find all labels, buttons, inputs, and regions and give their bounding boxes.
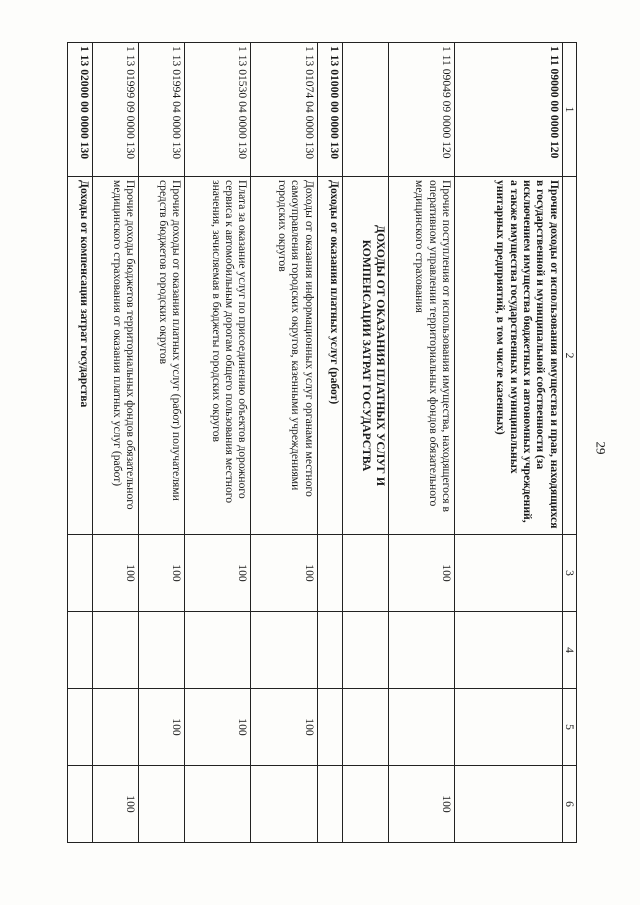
revenue-name-cell: Прочие доходы от использования имущества и прав, находящихся в государственной и муниципальной собственности (за исключением имущества бюджетных и автономных учреждений, а также имущества государственных и муниципальных унитарных предприятий, в том числе казенных) <box>455 177 563 535</box>
revenue-code-cell: 1 13 01074 04 0000 130 <box>251 43 317 177</box>
normative-value-cell <box>455 535 563 612</box>
normative-value-cell <box>317 535 342 612</box>
normative-value-cell <box>455 766 563 843</box>
revenue-code-cell: 1 13 01999 09 0000 130 <box>93 43 139 177</box>
normative-value-cell <box>68 535 93 612</box>
normative-value-cell <box>317 766 342 843</box>
column-header: 2 <box>562 177 576 535</box>
revenue-name-cell: Доходы от оказания информационных услуг органами местного самоуправления городских округов, казенными учреждениями городских округов <box>251 177 317 535</box>
table-row <box>184 43 250 843</box>
normative-value-cell <box>342 535 388 612</box>
normative-value-cell <box>342 766 388 843</box>
normative-value-cell: 100 <box>139 689 185 766</box>
revenue-table-body <box>68 43 577 843</box>
revenue-table <box>67 42 577 843</box>
normative-value-cell: 100 <box>93 535 139 612</box>
revenue-name-cell: Доходы от компенсации затрат государства <box>68 177 93 535</box>
column-header: 1 <box>562 43 576 177</box>
revenue-code-cell: 1 13 01994 04 0000 130 <box>139 43 185 177</box>
table-row <box>93 43 139 843</box>
rotated-page-content <box>67 42 577 842</box>
normative-value-cell: 100 <box>139 535 185 612</box>
revenue-name-cell: Прочие доходы бюджетов территориальных фондов обязательного медицинского страхования от оказания платных услуг (работ) <box>93 177 139 535</box>
normative-value-cell <box>317 689 342 766</box>
normative-value-cell <box>184 612 250 689</box>
revenue-name-cell: Плата за оказание услуг по присоединению объектов дорожного сервиса к автомобильным дорогам общего пользования местного значения, зачисляемая в бюджеты городских округов <box>184 177 250 535</box>
normative-value-cell <box>251 766 317 843</box>
revenue-code-cell: 1 11 09049 09 0000 120 <box>388 43 454 177</box>
page-number: 29 <box>593 441 609 455</box>
normative-value-cell <box>68 612 93 689</box>
revenue-name-cell: Прочие доходы от оказания платных услуг (работ) получателями средств бюджетов городских округов <box>139 177 185 535</box>
table-row <box>455 43 563 843</box>
revenue-code-cell: 1 11 09000 00 0000 120 <box>455 43 563 177</box>
column-number-row <box>562 43 576 843</box>
column-header: 3 <box>562 535 576 612</box>
normative-value-cell <box>139 766 185 843</box>
normative-value-cell: 100 <box>251 689 317 766</box>
normative-value-cell <box>184 766 250 843</box>
normative-value-cell <box>388 689 454 766</box>
normative-value-cell <box>455 689 563 766</box>
revenue-code-cell: 1 13 01530 04 0000 130 <box>184 43 250 177</box>
revenue-name-cell: Прочие поступления от использования имущества, находящегося в оперативном управлении территориальных фондов обязательного медицинского страхования <box>388 177 454 535</box>
table-row <box>139 43 185 843</box>
normative-value-cell <box>317 612 342 689</box>
normative-value-cell <box>251 612 317 689</box>
normative-value-cell <box>342 689 388 766</box>
table-row <box>251 43 317 843</box>
normative-value-cell <box>388 612 454 689</box>
normative-value-cell <box>93 689 139 766</box>
section-heading-row <box>342 43 388 843</box>
column-header: 6 <box>562 766 576 843</box>
column-header: 4 <box>562 612 576 689</box>
revenue-code-cell <box>342 43 388 177</box>
normative-value-cell: 100 <box>184 689 250 766</box>
normative-value-cell: 100 <box>93 766 139 843</box>
revenue-code-cell: 1 13 01000 00 0000 130 <box>317 43 342 177</box>
normative-value-cell: 100 <box>184 535 250 612</box>
revenue-name-cell: ДОХОДЫ ОТ ОКАЗАНИЯ ПЛАТНЫХ УСЛУГ И КОМПЕНСАЦИИ ЗАТРАТ ГОСУДАРСТВА <box>342 177 388 535</box>
table-row <box>68 43 93 843</box>
normative-value-cell <box>139 612 185 689</box>
normative-value-cell <box>93 612 139 689</box>
normative-value-cell: 100 <box>388 766 454 843</box>
normative-value-cell <box>342 612 388 689</box>
column-header: 5 <box>562 689 576 766</box>
normative-value-cell <box>68 689 93 766</box>
normative-value-cell <box>455 612 563 689</box>
normative-value-cell: 100 <box>251 535 317 612</box>
revenue-code-cell: 1 13 02000 00 0000 130 <box>68 43 93 177</box>
table-row <box>388 43 454 843</box>
normative-value-cell <box>68 766 93 843</box>
table-row <box>317 43 342 843</box>
normative-value-cell: 100 <box>388 535 454 612</box>
revenue-name-cell: Доходы от оказания платных услуг (работ) <box>317 177 342 535</box>
